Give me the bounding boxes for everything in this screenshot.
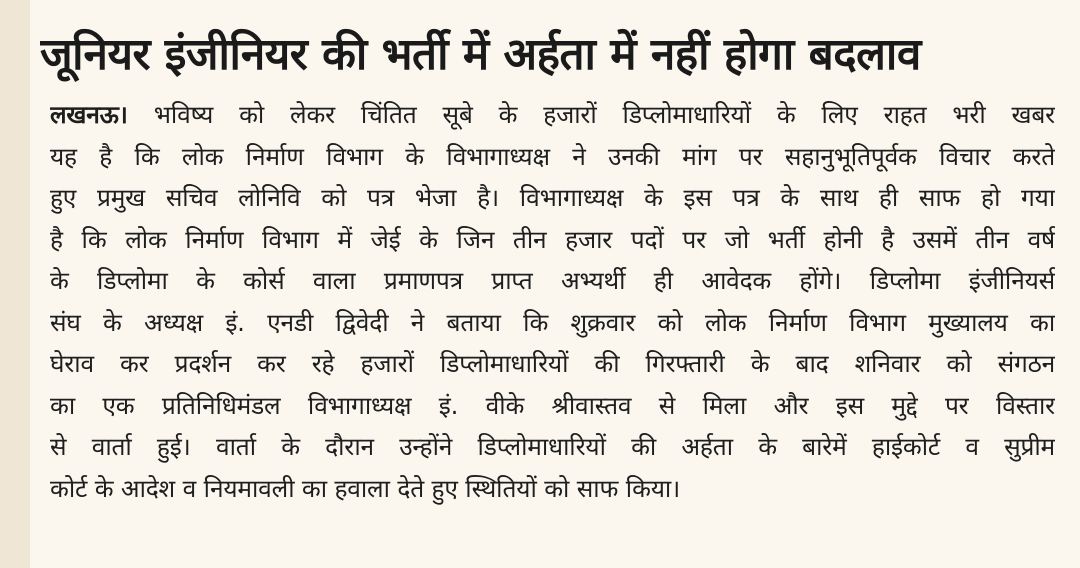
article-body bbox=[50, 94, 1055, 509]
body-line-1 bbox=[50, 94, 1055, 136]
body-line-4: है कि लोक निर्माण विभाग में जेई के जिन तीन हजार पदों पर जो भर्ती होनी है उसमें तीन वर्ष bbox=[50, 224, 1055, 254]
article-headline: जूनियर इंजीनियर की भर्ती में अर्हता में नहीं होगा बदलाव bbox=[40, 29, 921, 80]
cropped-text-above bbox=[120, 0, 940, 2]
body-line-10: कोर्ट के आदेश व नियमावली का हवाला देते हुए स्थितियों को साफ किया। bbox=[50, 473, 681, 503]
body-line-5: के डिप्लोमा के कोर्स वाला प्रमाणपत्र प्राप्त अभ्यर्थी ही आवेदक होंगे। डिप्लोमा इंजीनियर्स bbox=[50, 266, 1055, 295]
paper-edge bbox=[0, 0, 30, 568]
body-line-8: का एक प्रतिनिधिमंडल विभागाध्यक्ष इं. वीके श्रीवास्तव से मिला और इस मुद्दे पर विस्तार bbox=[50, 390, 1055, 420]
body-line-text: भविष्य को लेकर चिंतित सूबे के हजारों डिप्लोमाधारियों के लिए राहत भरी खबर bbox=[153, 100, 1055, 129]
body-line-3: हुए प्रमुख सचिव लोनिवि को पत्र भेजा है। विभागाध्यक्ष के इस पत्र के साथ ही साफ हो गया bbox=[50, 183, 1055, 212]
cropped-text-below bbox=[330, 552, 750, 568]
body-line-9: से वार्ता हुई। वार्ता के दौरान उन्होंने डिप्लोमाधारियों की अर्हता के बारेमें हाईकोर्ट व सुप्रीम bbox=[50, 432, 1055, 461]
body-line-7: घेराव कर प्रदर्शन कर रहे हजारों डिप्लोमाधारियों की गिरफ्तारी के बाद शनिवार को संगठन bbox=[50, 349, 1055, 378]
body-line-2: यह है कि लोक निर्माण विभाग के विभागाध्यक्ष ने उनकी मांग पर सहानुभूतिपूर्वक विचार करते bbox=[50, 141, 1055, 171]
body-line-6: संघ के अध्यक्ष इं. एनडी द्विवेदी ने बताया कि शुक्रवार को लोक निर्माण विभाग मुख्यालय का bbox=[50, 307, 1055, 337]
article-dateline: लखनऊ। bbox=[50, 100, 128, 129]
